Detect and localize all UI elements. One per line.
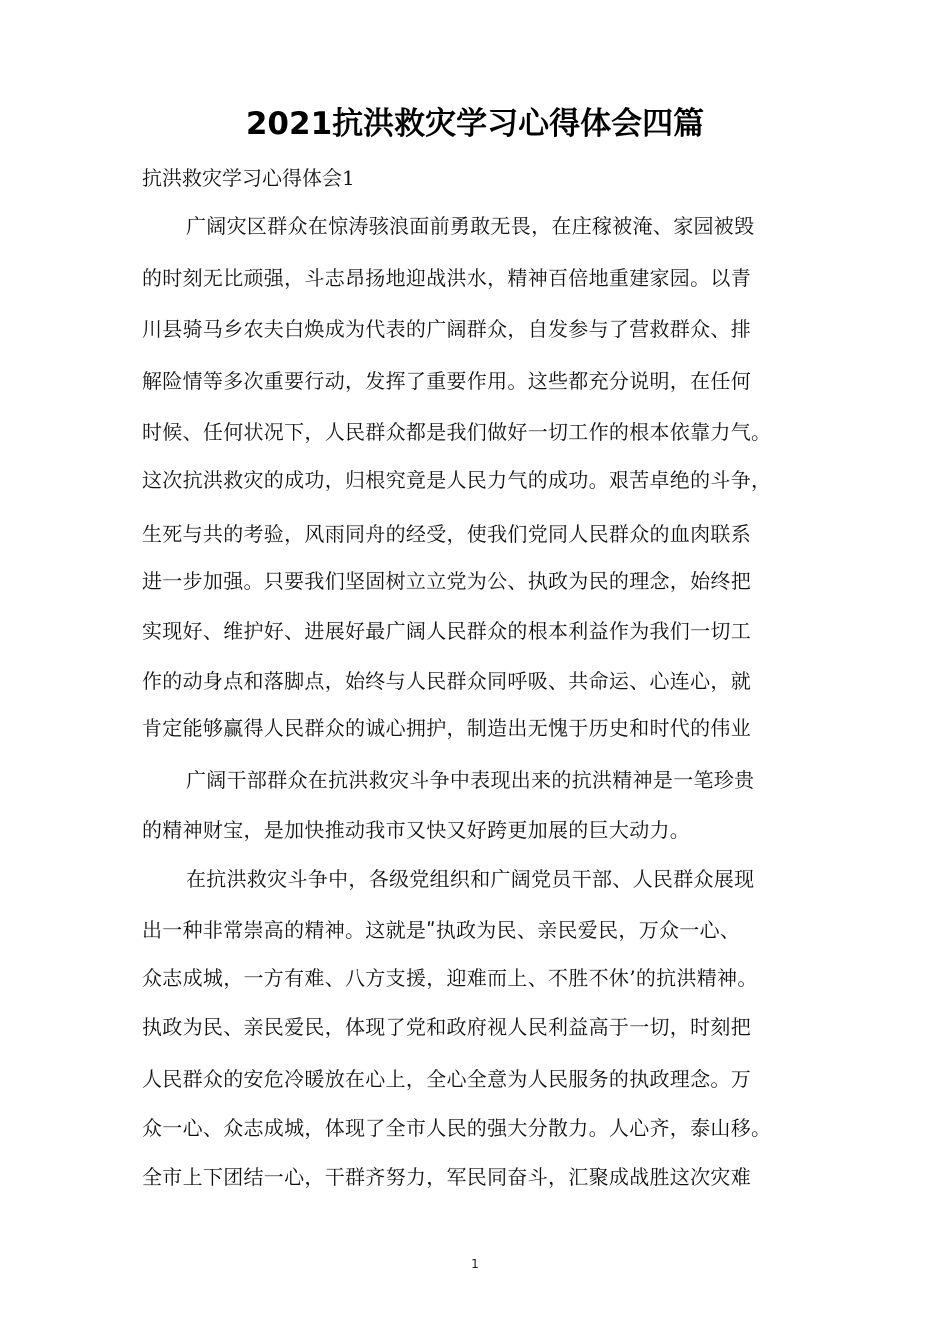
section-heading: 抗洪救灾学习心得体会1	[142, 166, 355, 190]
text-line: 众志成城，一方有难、八方支援，迎难而上、不胜不休’的抗洪精神。	[142, 966, 758, 990]
text-line: 作的动身点和落脚点，始终与人民群众同呼吸、共命运、心连心，就	[142, 669, 751, 693]
text-line: 广阔干部群众在抗洪救灾斗争中表现出来的抗洪精神是一笔珍贵	[186, 768, 755, 792]
text-line: 人民群众的安危冷暖放在心上，全心全意为人民服务的执政理念。万	[142, 1067, 751, 1091]
text-line: 生死与共的考验，风雨同舟的经受，使我们党同人民群众的血肉联系	[142, 522, 751, 546]
page-number: 1	[471, 1257, 479, 1271]
text-line: 川县骑马乡农夫白焕成为代表的广阔群众，自发参与了营救群众、排	[142, 317, 751, 341]
text-line: 执政为民、亲民爱民，体现了党和政府视人民利益高于一切，时刻把	[142, 1015, 751, 1039]
text-line: 广阔灾区群众在惊涛骇浪面前勇敢无畏，在庄稼被淹、家园被毁	[186, 214, 755, 238]
document-title: 2021抗洪救灾学习心得体会四篇	[245, 106, 705, 142]
text-line: 的精神财宝，是加快推动我市又快又好跨更加展的巨大动力。	[142, 818, 691, 842]
text-line: 在抗洪救灾斗争中，各级党组织和广阔党员干部、人民群众展现	[186, 867, 755, 891]
text-line: 出一种非常崇高的精神。这就是ʺ执政为民、亲民爱民，万众一心、	[142, 918, 741, 942]
text-line: 时候、任何状况下，人民群众都是我们做好一切工作的根本依靠力气。	[142, 420, 772, 444]
text-line: 这次抗洪救灾的成功，归根究竟是人民力气的成功。艰苦卓绝的斗争，	[142, 468, 772, 492]
text-line: 全市上下团结一心，干群齐努力，军民同奋斗，汇聚成战胜这次灾难	[142, 1165, 751, 1189]
text-line: 解险情等多次重要行动，发挥了重要作用。这些都充分说明，在任何	[142, 369, 751, 393]
text-line: 的时刻无比顽强，斗志昂扬地迎战洪水，精神百倍地重建家园。以青	[142, 266, 751, 290]
text-line: 肯定能够赢得人民群众的诚心拥护，制造出无愧于历史和时代的伟业	[142, 716, 751, 740]
text-line: 进一步加强。只要我们坚固树立立党为公、执政为民的理念，始终把	[142, 569, 751, 593]
text-line: 众一心、众志成城，体现了全市人民的强大分散力。人心齐，泰山移。	[142, 1116, 772, 1140]
text-line: 实现好、维护好、进展好最广阔人民群众的根本利益作为我们一切工	[142, 619, 751, 643]
